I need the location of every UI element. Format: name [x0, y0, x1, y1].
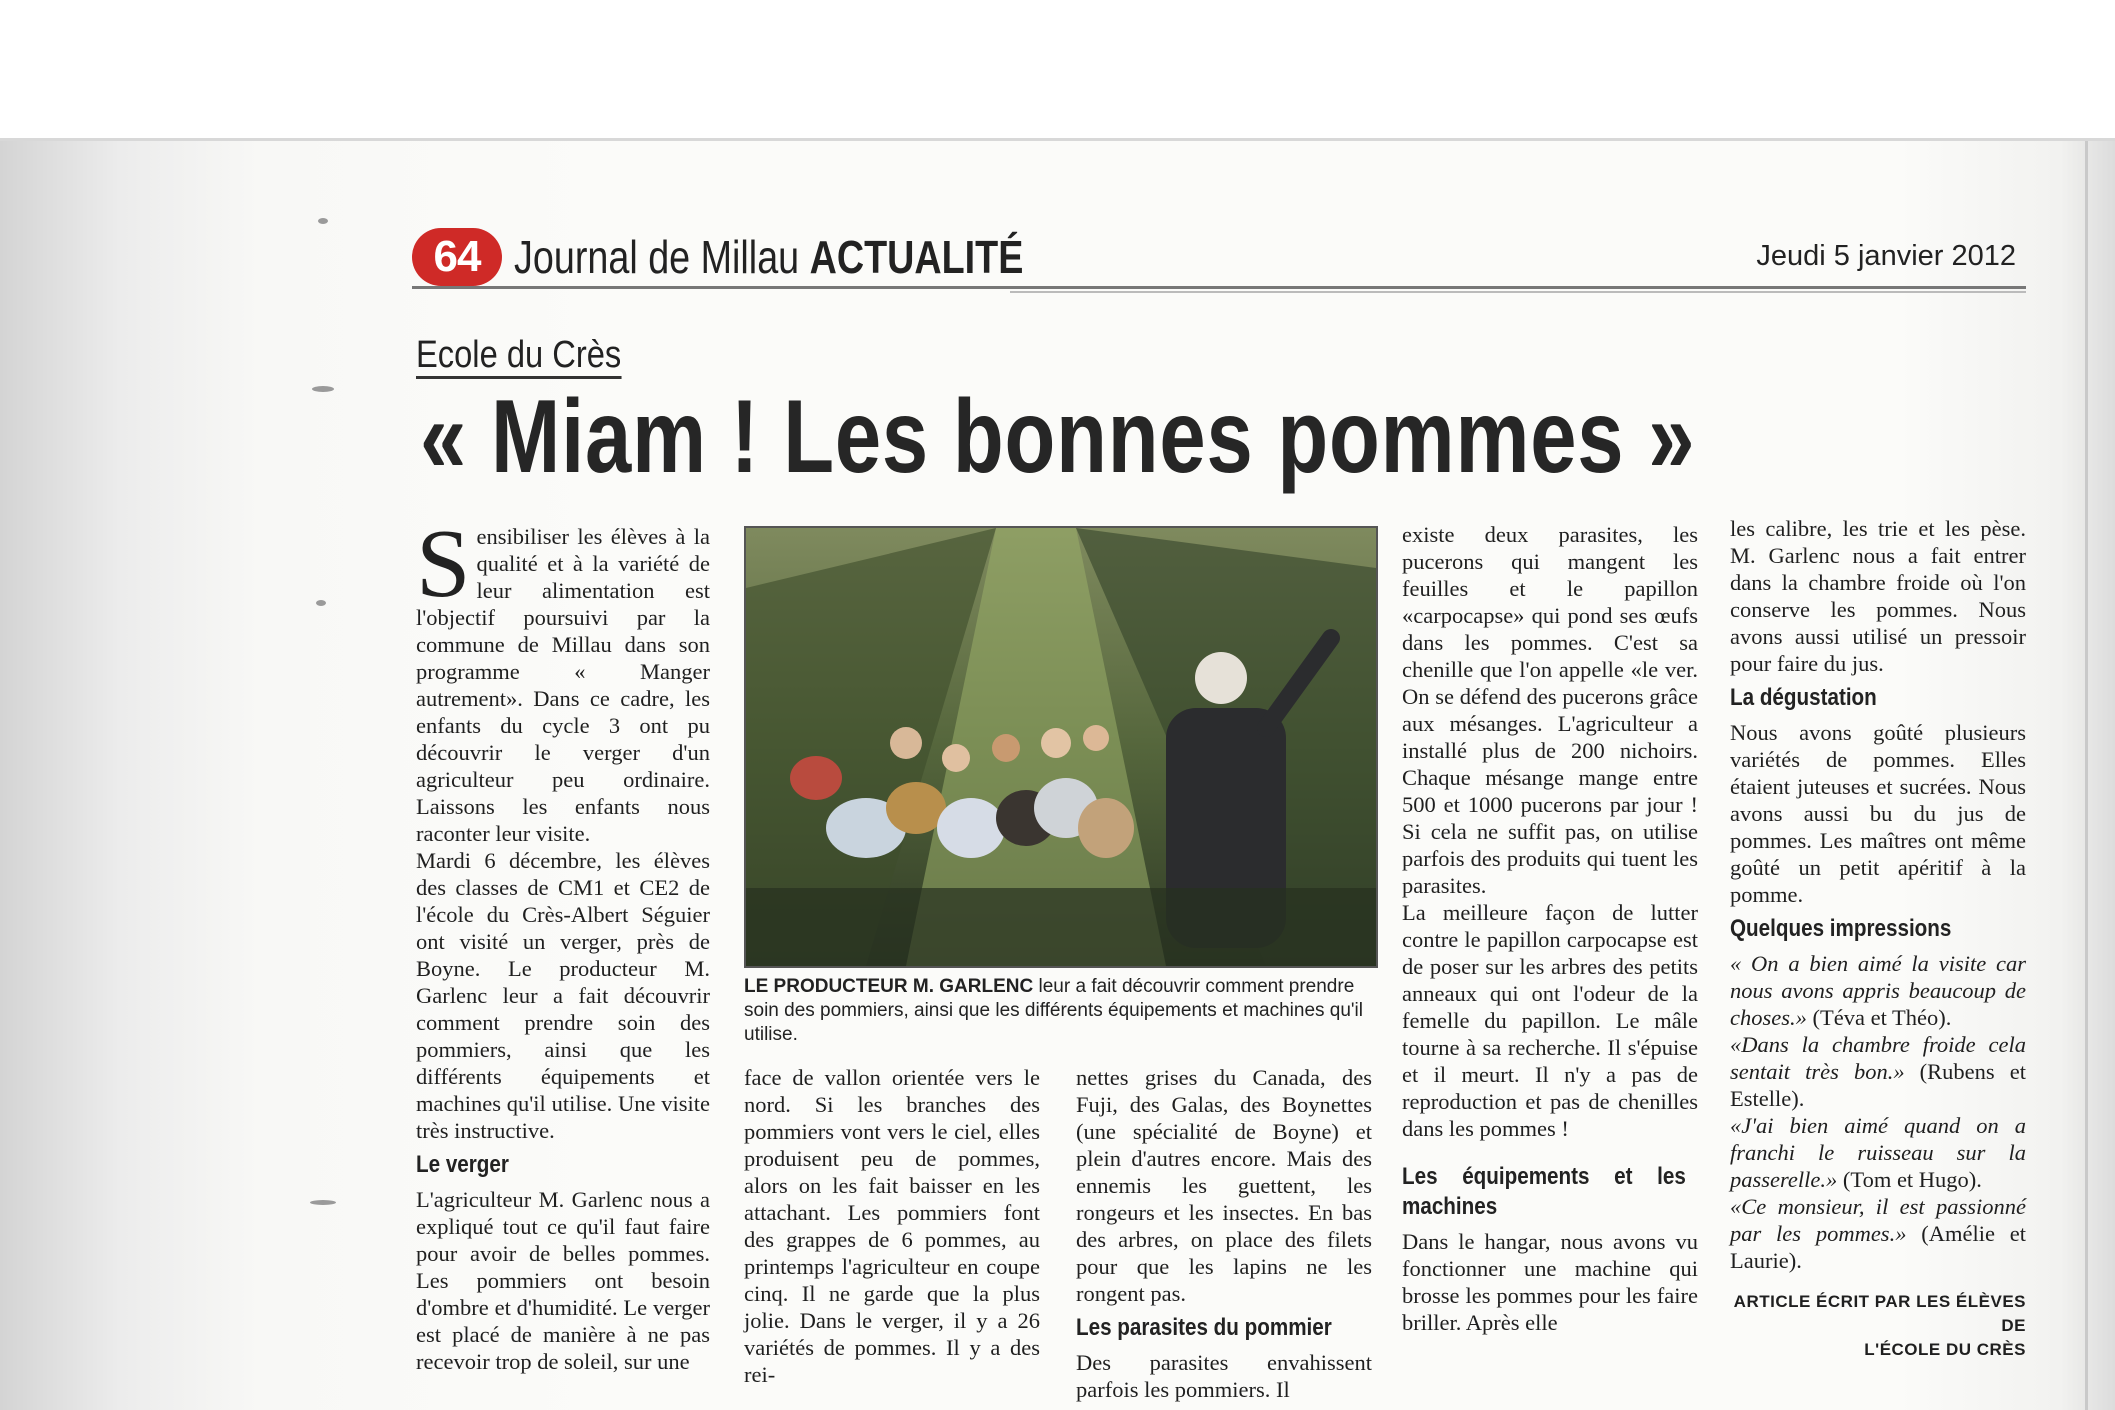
orchard-photo-illustration [746, 528, 1376, 966]
subheading-equipements: Les équipements et les machines [1402, 1163, 1686, 1220]
dust-speck [316, 600, 326, 606]
signature-line-2: L'ÉCOLE DU CRÈS [1864, 1340, 2026, 1359]
article-column-2 [744, 1064, 1040, 1388]
journal-name: Journal de Millau [514, 231, 800, 283]
subheading-impressions: Quelques impressions [1730, 915, 1952, 942]
quote-1-author: (Téva et Théo). [1806, 1005, 1952, 1030]
header-rule-secondary [1010, 291, 2026, 293]
article-headline: « Miam ! Les bonnes pommes » [420, 379, 1696, 495]
paragraph-carpocapse: La meilleure façon de lutter contre le papillon carpocapse est de poser sur les arbres des petits anneaux qui ont l'odeur de la femelle du papillon. Le mâle tourne à sa recherche. Il s'épuise et il meurt. Il n'y a pas de reproduction et pas de chenilles dans les pommes ! [1402, 900, 1698, 1141]
dust-speck [318, 218, 328, 224]
paragraph-equipements: Dans le hangar, nous avons vu fonctionner une machine qui brosse les pommes pour les faire briller. Après elle [1402, 1229, 1698, 1335]
intro-text: ensibiliser les élèves à la qualité et à la variété de leur alimentation est l'objectif poursuivi par la commune de Millau dans son programme « Manger autrement». Dans ce cadre, les enfants du cycle 3 ont pu découvrir le verger d'un agriculteur peu ordinaire. Laissons les enfants nous raconter leur visite. [416, 524, 710, 846]
subheading-verger: Le verger [416, 1151, 509, 1178]
article-kicker: Ecole du Crès [416, 334, 621, 379]
subheading-degustation: La dégustation [1730, 684, 1877, 711]
quote-3 [1730, 1112, 2026, 1193]
scan-margin [0, 0, 2115, 140]
paragraph-orchard-continued: face de vallon orientée vers le nord. Si les branches des pommiers vont vers le ciel, elles produisent peu de pommes, alors on les fait baisser en les attachant. Les pommiers font des grappes de 6 pommes, au printemps l'agriculteur en coupe cinq. Il ne garde que la plus jolie. Dans le verger, il y a 26 variétés de pommes. Il y a des rei- [744, 1065, 1040, 1387]
header-rule [412, 286, 2026, 289]
article-column-4 [1402, 521, 1698, 1336]
section-name: ACTUALITÉ [809, 231, 1024, 283]
quote-1-text: « On a bien aimé la visite car nous avons appris beaucoup de choses.» [1730, 951, 2026, 1030]
page-header [412, 228, 2026, 286]
page-number-badge: 64 [412, 228, 502, 286]
article-column-5 [1730, 515, 2026, 1362]
article-signature [1730, 1290, 2026, 1362]
caption-lead: LE PRODUCTEUR M. GARLENC [744, 976, 1034, 997]
quote-2-author: (Rubens et Estelle). [1730, 1059, 2027, 1111]
quote-4-text: «Ce monsieur, il est passionné par les pommes.» [1730, 1194, 2026, 1246]
paragraph-parasites: Des parasites envahissent parfois les pommiers. Il [1076, 1350, 1372, 1402]
paragraph-verger: L'agriculteur M. Garlenc nous a expliqué tout ce qu'il faut faire pour avoir de belles pommes. Les pommiers ont besoin d'ombre et d'humidité. Le verger est placé de manière à ne pas recevoir trop de soleil, sur une [416, 1187, 710, 1374]
quote-4 [1730, 1193, 2026, 1274]
paragraph-varieties: nettes grises du Canada, des Fuji, des Galas, des Boynettes (une spécialité de Boyne) et plein d'autres encore. Mais des ennemis les guettent, les rongeurs et les insectes. En bas des arbres, on place des filets pour que les lapins ne les rongent pas. [1076, 1065, 1372, 1306]
paragraph-visit: Mardi 6 décembre, les élèves des classes de CM1 et CE2 de l'école du Crès-Albert Séguier ont visité un verger, près de Boyne. Le producteur M. Garlenc leur a fait découvrir comment prendre soin des pommiers, ainsi que les différents équipements et machines qu'il utilise. Une visite très instructive. [416, 848, 710, 1143]
dust-speck [310, 1200, 336, 1205]
quote-2 [1730, 1031, 2026, 1112]
paragraph-sorting: les calibre, les trie et les pèse. M. Garlenc nous a fait entrer dans la chambre froide où l'on conserve les pommes. Nous avons aussi utilisé un pressoir pour faire du jus. [1730, 516, 2026, 676]
article-column-1 [416, 510, 710, 1375]
intro-paragraph [416, 510, 710, 847]
caption-text: leur a fait découvrir comment prendre soin des pommiers, ainsi que les différents équipements et machines qu'il utilise. [744, 976, 1363, 1045]
quote-2-text: «Dans la chambre froide cela sentait très bon.» [1730, 1032, 2026, 1084]
dust-speck [312, 386, 334, 392]
quote-4-author: (Amélie et Laurie). [1730, 1221, 2026, 1273]
page-fold [2085, 141, 2088, 1410]
article-column-3 [1076, 1064, 1372, 1403]
photo-caption [744, 975, 1384, 1047]
subheading-parasites: Les parasites du pommier [1076, 1314, 1332, 1341]
drop-cap: S [416, 510, 471, 618]
quote-3-text: «J'ai bien aimé quand on a franchi le ruisseau sur la passerelle.» [1730, 1113, 2026, 1192]
paragraph-degustation: Nous avons goûté plusieurs variétés de pommes. Elles étaient juteuses et sucrées. Nous avons aussi bu du jus de pommes. Les maîtres ont même goûté un petit apéritif à la pomme. [1730, 720, 2026, 907]
paragraph-pests: existe deux parasites, les pucerons qui mangent les feuilles et le papillon «carpocapse» qui pond ses œufs dans les pommes. C'est sa chenille que l'on appelle «le ver. On se défend des pucerons grâce aux mésanges. L'agriculteur a installé plus de 200 nichoirs. Chaque mésange mange entre 500 et 1000 pucerons par jour ! Si cela ne suffit pas, on utilise parfois des produits qui tuent les parasites. [1402, 522, 1698, 898]
signature-line-1: ARTICLE ÉCRIT PAR LES ÉLÈVES DE [1733, 1292, 2026, 1335]
quote-1 [1730, 950, 2026, 1031]
quote-3-author: (Tom et Hugo). [1837, 1167, 1982, 1192]
issue-date: Jeudi 5 janvier 2012 [1756, 240, 2016, 272]
journal-title [514, 232, 1023, 282]
article-photo [744, 526, 1378, 968]
